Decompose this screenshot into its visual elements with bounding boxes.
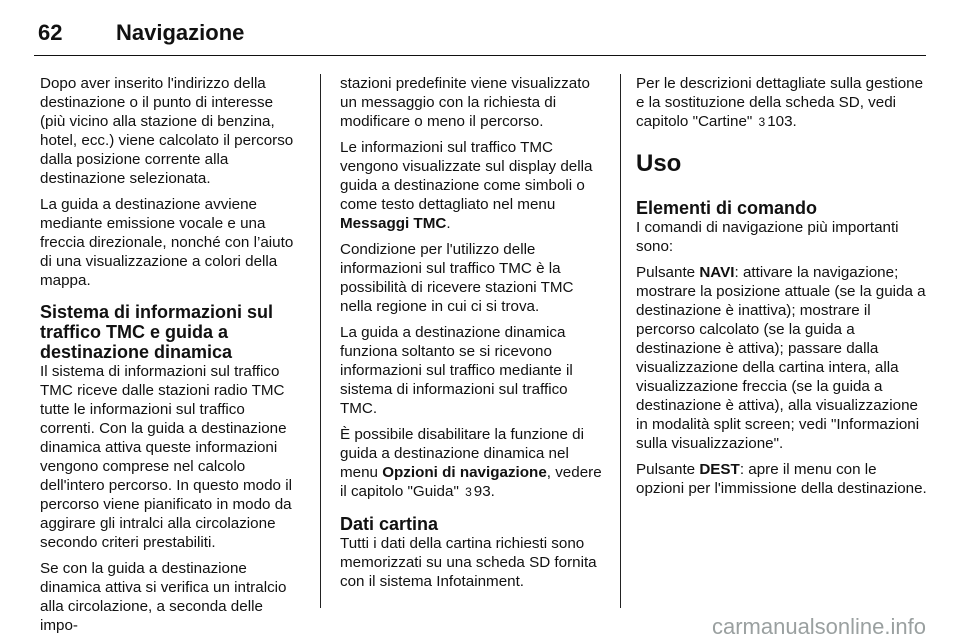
page-ref[interactable]: 103.	[767, 113, 797, 130]
column-divider	[320, 74, 321, 608]
dest-button-label: DEST	[699, 461, 740, 478]
continued-paragraph: stazioni predefinite viene visualizzato un messaggio con la richiesta di modificare o meno il percorso.	[340, 75, 590, 130]
column-3	[636, 74, 928, 505]
section-heading-elementi: Elementi di comando	[636, 198, 818, 218]
page-header	[34, 14, 926, 54]
column-2	[340, 74, 604, 598]
map-data-paragraph: Tutti i dati della cartina richiesti sono memorizzati su una scheda SD fornita con il sistema Infotainment.	[340, 535, 597, 590]
controls-intro-paragraph: I comandi di navigazione più importanti sono:	[636, 219, 899, 255]
intro-paragraph: Dopo aver inserito l'indirizzo della destinazione o il punto di interesse (più vicino alla stazione di benzina, hotel, ecc.) viene calcolato il percorso dalla posizione corrente alla destinazione selezionata.	[40, 75, 294, 187]
guidance-paragraph: La guida a destinazione avviene mediante emissione vocale e una freccia direzionale, nonché con l’aiuto di una visualizzazione a colori della mappa.	[40, 196, 294, 289]
section-heading-dati-cartina: Dati cartina	[340, 514, 439, 534]
dynamic-condition-paragraph: La guida a destinazione dinamica funziona soltanto se si ricevono informazioni sul traffico mediante il sistema di informazioni sul traffico TMC.	[340, 324, 573, 417]
menu-name-messaggi-tmc: Messaggi TMC	[340, 215, 447, 232]
header-rule	[34, 55, 926, 56]
navi-button-label: NAVI	[699, 264, 735, 281]
page-ref[interactable]: 93.	[473, 483, 495, 500]
page-number: 62	[38, 20, 63, 45]
watermark: carmanualsonline.info	[711, 614, 926, 639]
disable-paragraph: È possibile disabilitare la funzione di guida a destinazione dinamica nel menu Opzioni di navigazione, vedere il capitolo "Guida" 3 93.	[340, 426, 602, 500]
condition-paragraph: Condizione per l'utilizzo delle informazioni sul traffico TMC è la possibilità di ricevere stazioni TMC nella regione in cui ci si trova.	[340, 241, 574, 315]
chapter-heading-uso: Uso	[636, 150, 682, 177]
page-title: Navigazione	[116, 20, 245, 45]
column-divider	[620, 74, 621, 608]
dynamic-paragraph: Se con la guida a destinazione dinamica attiva si verifica un intralcio alla circolazione, a seconda delle impo-	[40, 560, 287, 634]
page-ref-arrow-icon: 3	[465, 485, 472, 499]
menu-name-opzioni-navigazione: Opzioni di navigazione	[382, 464, 547, 481]
dest-button-paragraph: Pulsante DEST: apre il menu con le opzioni per l'immissione della destinazione.	[636, 461, 927, 497]
section-heading-tmc: Sistema di informazioni sul traffico TMC e guida a destinazione dinamica	[40, 302, 274, 362]
column-1	[40, 74, 302, 642]
tmc-paragraph: Il sistema di informazioni sul traffico TMC riceve dalle stazioni radio TMC tutte le informazioni sul traffico correnti. Con la guida a destinazione dinamica attiva queste informazioni vengono comprese nel calcolo dell'intero percorso. In questo modo il percorso viene pianificato in modo da aggirare gli intralci alla circolazione secondo criteri prestabiliti.	[40, 363, 292, 551]
page-ref-arrow-icon: 3	[758, 115, 766, 129]
sd-card-paragraph: Per le descrizioni dettagliate sulla gestione e la sostituzione della scheda SD, vedi capitolo "Cartine" 3 103.	[636, 75, 924, 130]
navi-button-paragraph: Pulsante NAVI: attivare la navigazione; mostrare la posizione attuale (se la guida a destinazione è inattiva); mostrare il percorso calcolato (se la guida a destinazione è attiva); passare dalla visualizzazione della cartina intera, alla visualizzazione freccia (se la guida a destinazione è attiva), alla visualizzazione in modalità split screen; vedi "Informazioni sulla visualizzazione".	[636, 264, 926, 452]
tmc-display-paragraph: Le informazioni sul traffico TMC vengono visualizzate sul display della guida a destinazione come simboli o come testo dettagliato nel menu Messaggi TMC.	[340, 139, 593, 232]
